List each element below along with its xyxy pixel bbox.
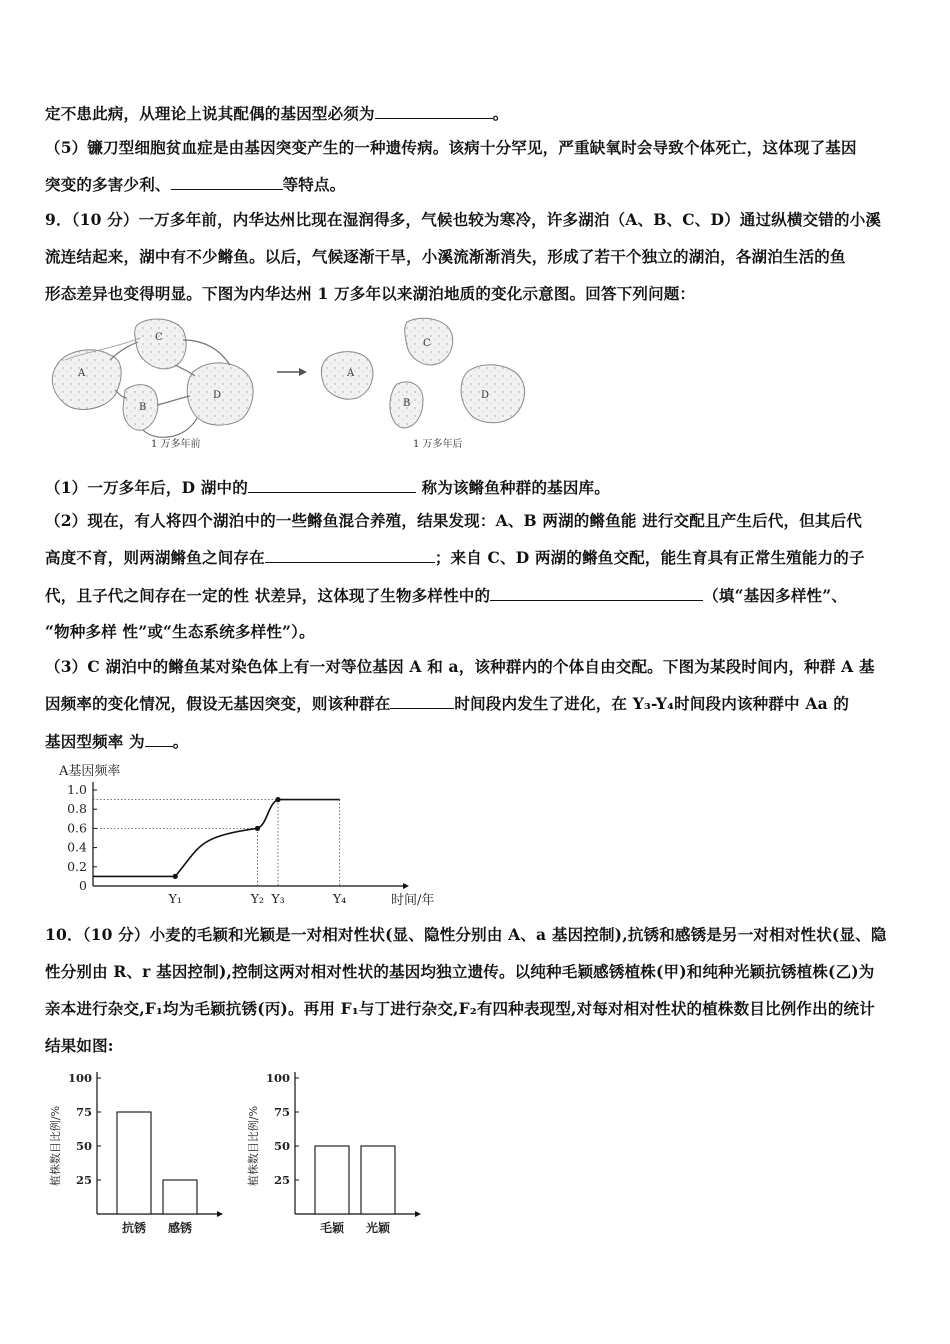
q9-sub3-line1: （3）C 湖泊中的鳉鱼某对染色体上有一对等位基因 A 和 a，该种群内的个体自由交配。下图为某段时间内，种群 A 基 (45, 657, 875, 676)
q10-line-2: 性分别由 R、r 基因控制),控制这两对相对性状的基因均独立遗传。以纯种毛颖感锈植株(甲)和纯种光颖抗锈植株(乙)为 (45, 962, 875, 981)
y-tick-label: 1.0 (67, 782, 87, 797)
y-tick-label: 0.6 (67, 820, 87, 836)
q9-sub2-line4: “物种多样 性”或“生态系统多样性”）。 (45, 622, 315, 641)
x-tick-label: Y₄ (333, 891, 347, 906)
y-tick-label: 100 (67, 1071, 92, 1085)
bar (117, 1112, 151, 1214)
q9-text: ；来自 C、D 两湖的鳉鱼交配，能生育具有正常生殖能力的子 (434, 548, 865, 567)
q9-line-3: 形态差异也变得明显。下图为内华达州 1 万多年以来湖泊地质的变化示意图。回答下列问题： (45, 284, 696, 303)
y-tick-label: 0 (79, 878, 87, 893)
q8-text: 。 (492, 104, 509, 123)
y-tick-label: 75 (75, 1105, 92, 1119)
q9-text: 。 (172, 732, 189, 751)
q9-sub2-line1: （2）现在，有人将四个湖泊中的一些鳉鱼混合养殖，结果发现：A、B 两湖的鳉鱼能 进行交配且产生后代，但其后代 (45, 511, 863, 530)
y-tick-label: 0.2 (67, 858, 87, 874)
x-tick-label: Y₁ (168, 891, 182, 906)
answer-blank[interactable] (171, 174, 283, 190)
lake-map-figure (45, 310, 545, 460)
q8-text: 等特点。 (282, 175, 346, 194)
y-tick-label: 100 (265, 1071, 290, 1085)
q8-text: 突变的多害少利、 (45, 175, 171, 194)
data-point (275, 797, 280, 802)
x-tick-label: 抗锈 (121, 1221, 147, 1235)
answer-blank[interactable] (390, 693, 454, 709)
q9-text: （1）一万多年后，D 湖中的 (45, 478, 248, 497)
rust-resistance-bar-chart (45, 1064, 225, 1244)
x-tick-label: Y₂ (250, 891, 265, 906)
x-axis-label: 时间/年 (391, 893, 435, 908)
answer-blank[interactable] (248, 477, 416, 493)
x-axis-arrow (403, 883, 409, 889)
q10-line-4: 结果如图: (45, 1036, 114, 1055)
lake-c-before (135, 319, 186, 369)
y-tick-label: 50 (273, 1139, 290, 1153)
y-tick-label: 50 (75, 1139, 92, 1153)
bar (163, 1180, 197, 1214)
bar (315, 1146, 349, 1214)
x-tick-label: 光颖 (365, 1221, 391, 1235)
caption-before: 1 万多年前 (151, 439, 201, 450)
y-axis-label: 植株数目比例/% (247, 1105, 260, 1187)
lake-label-c: C (155, 332, 163, 343)
lakes-before (52, 319, 253, 450)
bar (361, 1146, 395, 1214)
y-axis-label: A基因频率 (59, 764, 121, 779)
lake-d-after (461, 365, 525, 423)
q9-sub2-line2 (45, 547, 907, 568)
q9-sub1 (45, 477, 907, 498)
x-tick-label: Y₃ (271, 891, 285, 906)
q9-text: 因频率的变化情况，假设无基因突变，则该种群在 (45, 694, 391, 713)
glume-type-bar-chart (243, 1064, 423, 1244)
lake-label-a: A (347, 368, 355, 379)
lake-label-d: D (213, 390, 222, 401)
x-tick-label: 感锈 (167, 1221, 193, 1235)
data-point (255, 826, 260, 831)
answer-blank[interactable] (265, 547, 435, 563)
q9-sub2-line3 (45, 585, 907, 606)
q10-line-3: 亲本进行杂交,F₁均为毛颖抗锈(丙)。再用 F₁与丁进行杂交,F₂有四种表现型,对每对相对性状的植株数目比例作出的统计 (45, 999, 875, 1018)
y-tick-label: 75 (273, 1105, 290, 1119)
lake-label-b: B (403, 398, 411, 409)
q8-line-3 (45, 174, 907, 195)
caption-after: 1 万多年后 (413, 439, 463, 450)
answer-blank[interactable] (375, 103, 493, 119)
y-tick-label: 25 (75, 1173, 92, 1187)
q8-text: 定不患此病，从理论上说其配偶的基因型必须为 (45, 104, 375, 123)
data-point (173, 874, 178, 879)
y-tick-label: 25 (273, 1173, 290, 1187)
lake-label-a: A (78, 368, 86, 379)
y-tick-label: 0.4 (67, 839, 87, 855)
q9-sub3-line3 (45, 731, 907, 752)
q9-sub3-line2 (45, 693, 907, 714)
q9-text: 时间段内发生了进化，在 Y₃-Y₄时间段内该种群中 Aa 的 (454, 694, 850, 713)
lakes-after (321, 318, 524, 450)
y-axis-label: 植株数目比例/% (49, 1105, 62, 1187)
y-tick-label: 0.8 (67, 801, 87, 817)
q9-line-2: 流连结起来，湖中有不少鳉鱼。以后，气候逐渐干旱，小溪流渐渐消失，形成了若干个独立的湖泊，各湖泊生活的鱼 (45, 247, 846, 266)
lake-label-b: B (139, 402, 147, 413)
q10-line-1: 10．（10 分）小麦的毛颖和光颖是一对相对性状(显、隐性分别由 A、a 基因控制),抗锈和感锈是另一对相对性状(显、隐 (45, 925, 887, 944)
q9-text: 基因型频率 为 (45, 732, 145, 751)
q9-text: （填“基因多样性”、 (703, 586, 848, 605)
x-axis-arrow (415, 1211, 421, 1217)
lake-label-d: D (481, 390, 490, 401)
q9-text: 代，且子代之间存在一定的性 状差异，这体现了生物多样性中的 (45, 586, 491, 605)
x-tick-label: 毛颖 (319, 1221, 345, 1235)
q9-line-1: 9．（10 分）一万多年前，内华达州比现在湿润得多，气候也较为寒冷，许多湖泊（A、B、C、D）通过纵横交错的小溪 (45, 210, 882, 229)
frequency-line (93, 800, 340, 877)
x-axis-arrow (217, 1211, 223, 1217)
q8-line-2: （5）镰刀型细胞贫血症是由基因突变产生的一种遗传病。该病十分罕见，严重缺氧时会导致个体死亡，这体现了基因 (45, 138, 857, 157)
q9-text: 称为该鳉鱼种群的基因库。 (421, 478, 610, 497)
answer-blank[interactable] (490, 585, 703, 601)
answer-blank[interactable] (145, 731, 173, 747)
gene-frequency-chart (45, 758, 465, 910)
q9-text: 高度不育，则两湖鳉鱼之间存在 (45, 548, 265, 567)
lake-label-c: C (423, 338, 431, 349)
q8-line-1 (45, 103, 907, 124)
right-arrow-icon (277, 368, 307, 376)
